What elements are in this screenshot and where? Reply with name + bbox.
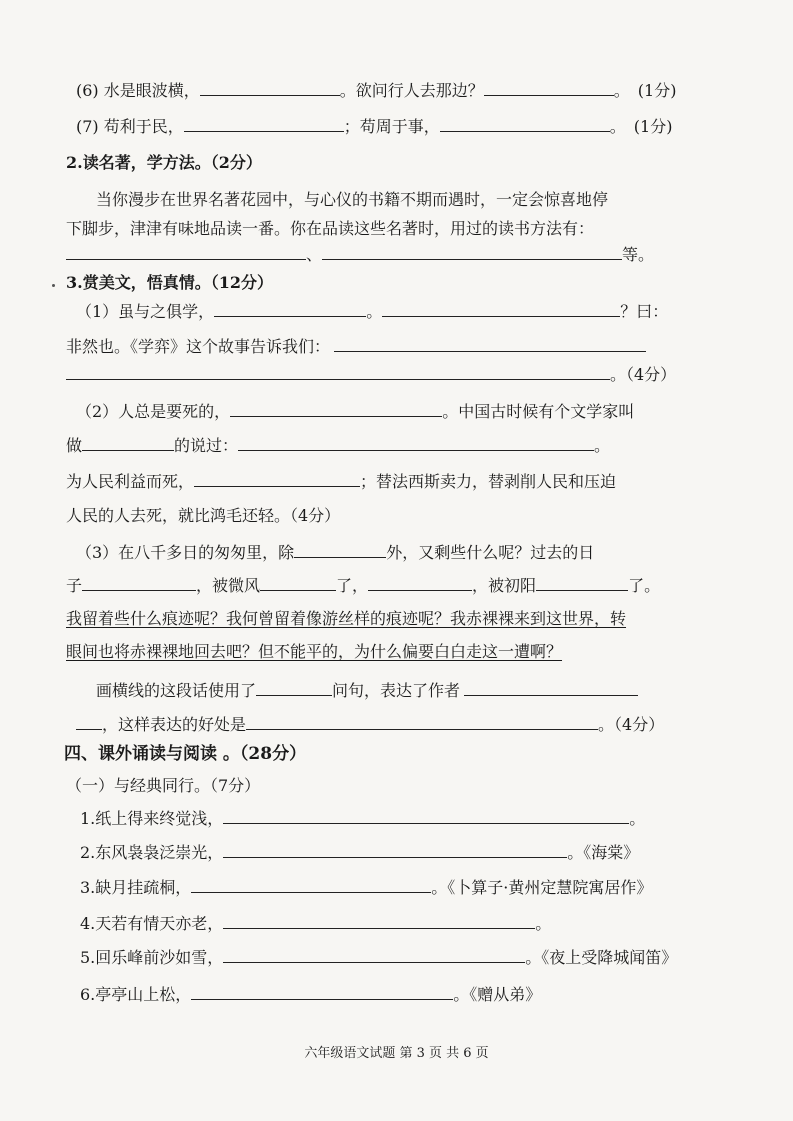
classic-item-end: 。《海棠》 [567, 843, 640, 862]
question-3-title: 3.赏美文，悟真情。（12分） [66, 273, 273, 292]
classic-item-1 [80, 808, 645, 829]
classic-item-end: 。《夜上受降城闻笛》 [525, 948, 678, 967]
question-3-2-line-4: 人民的人去死，就比鸿毛还轻。（4分） [66, 506, 341, 525]
question-2-paragraph-2: 下脚步，津津有味地品读一番。你在品读这些名著时，用过的读书方法有： [66, 219, 595, 238]
q3-3-blank-9[interactable] [246, 714, 598, 730]
q3-3-blank-3[interactable] [260, 575, 336, 591]
q3-2-text-b: 。中国古时候有个文学家叫 [442, 402, 635, 421]
q3-3-text-e: 了， [336, 576, 369, 595]
underlined-passage-line-2: 眼间也将赤裸裸地回去吧？但不能平的，为什么偏要白白走这一遭啊？ [66, 642, 563, 661]
underlined-passage-line-1: 我留着些什么痕迹呢？我何曾留着像游丝样的痕迹呢？我赤裸裸来到这世界，转 [66, 609, 627, 628]
reading-method-separator: 、 [306, 245, 323, 264]
question-3-1-line-2 [66, 336, 646, 357]
q3-1-blank-3[interactable] [334, 336, 646, 352]
classic-item-blank[interactable] [191, 984, 453, 1000]
q3-2-blank-4[interactable] [194, 471, 360, 487]
q3-3-blank-1[interactable] [294, 542, 386, 558]
reading-method-blank-2[interactable] [322, 244, 622, 260]
q3-2-text-a: （2）人总是要死的， [76, 402, 231, 421]
question-3-3-line-1 [76, 542, 594, 563]
classic-item-text: 6.亭亭山上松， [80, 985, 192, 1004]
classic-item-text: 3.缺月挂疏桐， [80, 878, 192, 897]
item6-text-b: 。欲问行人去那边？ [339, 81, 484, 100]
item6-score: (1分) [637, 81, 677, 100]
item7-text-c: 。 [609, 117, 626, 136]
classic-item-blank[interactable] [223, 808, 629, 824]
question-3-3-line-5 [96, 680, 638, 701]
q3-3-blank-8[interactable] [76, 714, 102, 730]
classic-item-end: 。《卜算子·黄州定慧院寓居作》 [431, 878, 653, 897]
question-3-2-line-2 [66, 435, 610, 456]
reading-method-blank-1[interactable] [66, 244, 306, 260]
q3-2-text-d: 的说过： [174, 436, 239, 455]
q3-2-text-c: 做 [66, 436, 83, 455]
item7-blank-2[interactable] [440, 116, 610, 132]
classic-item-text: 2.东风袅袅泛崇光， [80, 843, 224, 862]
item6-text-a: (6) 水是眼波横， [76, 81, 200, 100]
reading-method-end: 等。 [622, 245, 655, 264]
q3-3-text-i: 问句，表达了作者 [332, 681, 461, 700]
classic-item-text: 5.回乐峰前沙如雪， [80, 948, 224, 967]
q3-3-text-h: 画横线的这段话使用了 [96, 681, 257, 700]
question-3-1-line-3 [66, 364, 676, 385]
item6-text-c: 。 [613, 81, 630, 100]
q3-3-text-b: 外，又剩些什么呢？过去的日 [386, 543, 595, 562]
q3-3-text-d: ，被微风 [196, 576, 261, 595]
classic-item-6 [80, 984, 541, 1005]
q3-1-text-a: （1）虽与之俱学， [76, 302, 215, 321]
classic-item-end: 。 [535, 914, 552, 933]
classic-item-blank[interactable] [223, 913, 535, 929]
q3-2-text-g: ；替法西斯卖力，替剥削人民和压迫 [360, 472, 617, 491]
q3-2-blank-2[interactable] [82, 435, 174, 451]
q3-1-text-e: 。（4分） [610, 365, 677, 384]
question-2-answer-line [66, 244, 654, 265]
question-3-3-line-2 [66, 575, 660, 596]
question-1-item-6 [76, 80, 676, 101]
part-4-heading: 四、课外诵读与阅读 。（28分） [64, 744, 307, 764]
item7-text-a: (7) 苟利于民， [76, 117, 184, 136]
question-2-paragraph-1: 当你漫步在世界名著花园中，与心仪的书籍不期而遇时，一定会惊喜地停 [96, 190, 609, 209]
classic-item-blank[interactable] [223, 947, 525, 963]
q3-2-text-f: 为人民利益而死， [66, 472, 195, 491]
classic-item-5 [80, 947, 677, 968]
q3-3-blank-6[interactable] [256, 680, 332, 696]
classic-item-4 [80, 913, 551, 934]
classic-item-text: 4.天若有情天亦老， [80, 914, 224, 933]
question-1-item-7 [76, 116, 672, 137]
q3-1-text-c: ？曰： [620, 302, 669, 321]
q3-3-text-j: ，这样表达的好处是 [102, 715, 247, 734]
item7-text-b: ；苟周于事， [343, 117, 440, 136]
q3-3-text-g: 了。 [628, 576, 661, 595]
classic-item-blank[interactable] [223, 842, 567, 858]
classic-item-2 [80, 842, 639, 863]
part-4-subsection-1-heading: （一）与经典同行。（7分） [66, 776, 261, 795]
item6-blank-1[interactable] [200, 80, 340, 96]
q3-3-blank-5[interactable] [536, 575, 628, 591]
question-3-2-line-1 [76, 401, 634, 422]
q3-1-blank-2[interactable] [382, 301, 620, 317]
q3-3-text-f: ，被初阳 [472, 576, 537, 595]
q3-3-blank-7[interactable] [464, 680, 638, 696]
classic-item-end: 。 [629, 809, 646, 828]
item7-blank-1[interactable] [184, 116, 344, 132]
q3-1-text-d: 非然也。《学弈》这个故事告诉我们： [66, 337, 331, 356]
question-3-1-line-1 [76, 301, 668, 322]
q3-3-text-a: （3）在八千多日的匆匆里，除 [76, 543, 295, 562]
classic-item-blank[interactable] [191, 877, 431, 893]
q3-2-blank-3[interactable] [238, 435, 594, 451]
q3-3-text-c: 子 [66, 576, 83, 595]
classic-item-text: 1.纸上得来终觉浅， [80, 809, 224, 828]
q3-3-blank-4[interactable] [368, 575, 472, 591]
question-3-3-line-6 [76, 714, 664, 735]
classic-item-3 [80, 877, 652, 898]
q3-1-blank-1[interactable] [214, 301, 366, 317]
q3-1-blank-4[interactable] [66, 364, 610, 380]
question-3-2-line-3 [66, 471, 616, 492]
question-2-title: 2.读名著，学方法。（2分） [66, 153, 262, 172]
margin-dot [52, 284, 55, 287]
page-footer: 六年级语文试题 第 3 页 共 6 页 [304, 1046, 489, 1061]
item7-score: (1分) [633, 117, 673, 136]
q3-3-blank-2[interactable] [82, 575, 196, 591]
item6-blank-2[interactable] [484, 80, 614, 96]
classic-item-end: 。《赠从弟》 [453, 985, 542, 1004]
q3-2-text-e: 。 [594, 436, 611, 455]
q3-3-text-k: 。（4分） [598, 715, 665, 734]
q3-1-text-b: 。 [366, 302, 383, 321]
q3-2-blank-1[interactable] [230, 401, 442, 417]
